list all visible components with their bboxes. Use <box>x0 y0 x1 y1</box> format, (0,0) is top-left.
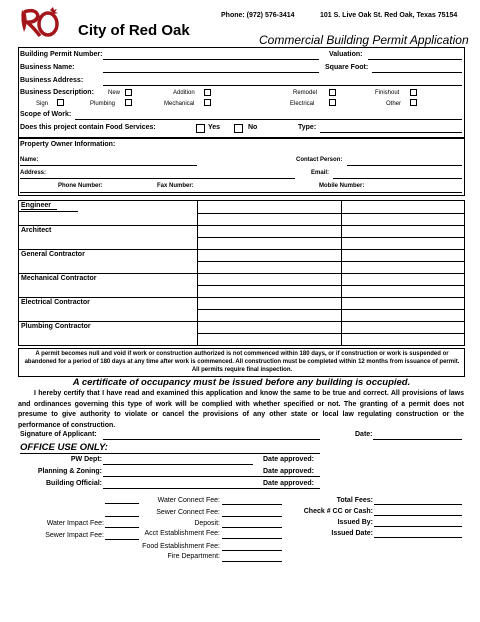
owner-heading: Property Owner Information: <box>20 141 116 148</box>
building-official-field[interactable] <box>103 488 320 489</box>
issued-date-label: Issued Date: <box>331 530 373 537</box>
notice-text: A permit becomes null and void if work or construction authorized is not commenced within 180 days, or if construction or work is suspended or abandoned for a period of 180 days at any time after work is commenced. All construction must be completed within 12 months from issuance of permit. All permits require final inspection. <box>24 351 460 373</box>
acct-establishment-field[interactable] <box>222 538 282 539</box>
payment-method-label: Check # CC or Cash: <box>303 508 373 515</box>
planning-date-label: Date approved: <box>263 468 314 475</box>
business-address-label: Business Address: <box>20 77 84 84</box>
owner-phone-field[interactable] <box>20 192 462 193</box>
acct-establishment-label: Acct Establishment Fee: <box>144 530 220 537</box>
signature-label: Signature of Applicant: <box>20 431 97 438</box>
deposit-label: Deposit: <box>194 520 220 527</box>
valuation-label: Valuation: <box>329 51 363 58</box>
total-fees-label: Total Fees: <box>336 497 373 504</box>
water-connect-field[interactable] <box>222 504 282 505</box>
sewer-connect-label: Sewer Connect Fee: <box>156 509 220 516</box>
planning-label: Planning & Zoning: <box>37 468 102 475</box>
sewer-connect-field[interactable] <box>222 516 282 517</box>
planning-field[interactable] <box>103 476 320 477</box>
contractor-mechanical: Mechanical Contractor <box>21 275 97 282</box>
desc-new-label: New <box>108 90 121 96</box>
desc-other-checkbox[interactable] <box>410 99 417 106</box>
signature-date-label: Date: <box>355 431 373 438</box>
contractor-electrical: Electrical Contractor <box>21 299 90 306</box>
square-foot-field[interactable] <box>372 72 462 73</box>
desc-addition-checkbox[interactable] <box>204 89 211 96</box>
desc-other-label: Other <box>386 101 402 107</box>
owner-mobile-label: Mobile Number: <box>319 183 365 189</box>
form-title: Commercial Building Permit Application <box>259 33 469 47</box>
desc-sign-label: Sign <box>36 101 49 107</box>
desc-electrical-checkbox[interactable] <box>329 99 336 106</box>
owner-phone-label: Phone Number: <box>58 183 103 189</box>
pw-date-label: Date approved: <box>263 456 314 463</box>
pw-dept-field[interactable] <box>103 464 253 465</box>
contractor-architect: Architect <box>21 227 52 234</box>
issued-by-label: Issued By: <box>337 519 373 526</box>
business-name-label: Business Name: <box>20 64 75 71</box>
owner-email-label: Email: <box>311 170 330 176</box>
owner-address-field[interactable] <box>20 178 295 179</box>
food-yes-checkbox[interactable] <box>196 124 205 133</box>
business-description-label: Business Description: <box>20 89 94 96</box>
food-yes-label: Yes <box>208 124 221 131</box>
contact-person-field[interactable] <box>347 165 462 166</box>
scope-of-work-field[interactable] <box>75 119 462 120</box>
total-fees-field[interactable] <box>374 504 462 505</box>
sewer-impact-label: Sewer Impact Fee: <box>45 532 104 539</box>
owner-address-label: Address: <box>20 170 47 176</box>
desc-remodel-label: Remodel <box>293 90 318 96</box>
certify-text: I hereby certify that I have read and examined this application and know the same to be true and correct. All provisions of laws and ordinances governing this type of work will be complied with whether specified or not. The granting of a permit does not presume to give authority to violate or cancel the provisions of any other state or local law regulating construction or the performance of construction. <box>18 390 464 429</box>
blank-fee-1[interactable] <box>105 503 139 504</box>
fire-department-label: Fire Department: <box>167 553 220 560</box>
pw-dept-label: PW Dept: <box>70 456 102 463</box>
sewer-impact-field[interactable] <box>105 539 139 540</box>
water-impact-label: Water Impact Fee: <box>46 520 104 527</box>
deposit-field[interactable] <box>222 527 282 528</box>
contact-person-label: Contact Person: <box>296 157 343 163</box>
food-type-field[interactable] <box>320 132 462 133</box>
desc-mechanical-checkbox[interactable] <box>204 99 211 106</box>
fire-department-field[interactable] <box>222 561 282 562</box>
signature-field[interactable] <box>103 439 320 440</box>
permit-number-field[interactable] <box>103 59 319 60</box>
desc-electrical-label: Electrical <box>290 101 315 107</box>
business-address-field[interactable] <box>103 85 462 86</box>
desc-plumbing-checkbox[interactable] <box>125 99 132 106</box>
blank-fee-2[interactable] <box>105 516 139 517</box>
contractor-engineer: Engineer <box>21 202 57 210</box>
city-address: 101 S. Live Oak St. Red Oak, Texas 75154 <box>320 12 458 19</box>
building-date-label: Date approved: <box>263 480 314 487</box>
building-official-label: Building Official: <box>46 480 102 487</box>
food-establishment-field[interactable] <box>222 550 282 551</box>
food-establishment-label: Food Establishment Fee: <box>142 543 220 550</box>
water-connect-label: Water Connect Fee: <box>157 497 220 504</box>
desc-plumbing-label: Plumbing <box>90 101 116 107</box>
contractor-plumbing: Plumbing Contractor <box>21 323 91 330</box>
square-foot-label: Square Foot: <box>325 64 369 71</box>
desc-mechanical-label: Mechanical <box>164 101 195 107</box>
issued-date-field[interactable] <box>374 537 462 538</box>
office-heading: OFFICE USE ONLY: <box>20 442 108 453</box>
owner-email-field[interactable] <box>333 178 462 179</box>
food-services-label: Does this project contain Food Services: <box>20 124 156 131</box>
permit-number-label: Building Permit Number: <box>20 51 103 58</box>
signature-date-field[interactable] <box>373 439 462 440</box>
desc-finishout-checkbox[interactable] <box>410 89 417 96</box>
city-name: City of Red Oak <box>78 22 190 39</box>
food-no-checkbox[interactable] <box>234 124 243 133</box>
owner-name-field[interactable] <box>20 165 197 166</box>
food-no-label: No <box>248 124 258 131</box>
owner-fax-label: Fax Number: <box>157 183 194 189</box>
food-type-label: Type: <box>298 124 317 131</box>
payment-method-field[interactable] <box>374 515 462 516</box>
city-phone: Phone: (972) 576-3414 <box>221 12 295 19</box>
valuation-field[interactable] <box>368 59 462 60</box>
contractor-general: General Contractor <box>21 251 85 258</box>
desc-finishout-label: Finishout <box>375 90 400 96</box>
desc-sign-checkbox[interactable] <box>57 99 64 106</box>
desc-addition-label: Addition <box>173 90 195 96</box>
certificate-heading: A certificate of occupancy must be issued before any building is occupied. <box>72 377 411 388</box>
water-impact-field[interactable] <box>105 527 139 528</box>
desc-remodel-checkbox[interactable] <box>329 89 336 96</box>
business-name-field[interactable] <box>103 72 319 73</box>
desc-new-checkbox[interactable] <box>125 89 132 96</box>
owner-name-label: Name: <box>20 157 39 163</box>
city-logo <box>18 6 60 40</box>
scope-of-work-label: Scope of Work: <box>20 111 72 118</box>
issued-by-field[interactable] <box>374 526 462 527</box>
